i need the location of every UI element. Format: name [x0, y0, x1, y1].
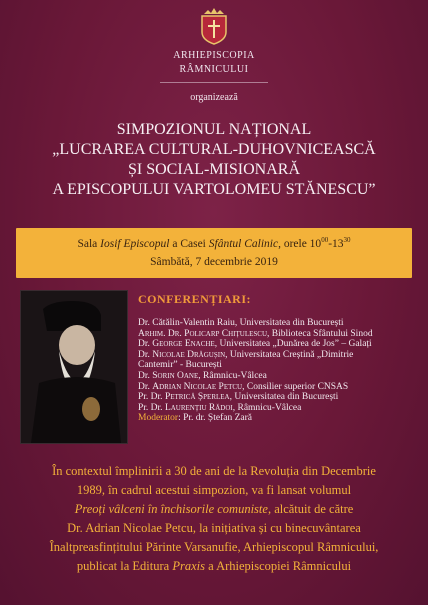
- title-line4: A EPISCOPULUI VARTOLOMEU STĂNESCU”: [52, 181, 376, 198]
- speaker-item: Dr. Nicolae Drăgușin, Universitatea Creștină „Dimitrie: [138, 349, 354, 360]
- closing-line6: publicat la Editura Praxis a Arhiepiscopiei Râmnicului: [76, 559, 352, 573]
- publisher: Praxis: [172, 559, 205, 573]
- divider: [160, 82, 268, 83]
- closing-line5: Înaltpreasfințitului Părinte Varsanufie, Arhiepiscopul Râmnicului,: [49, 540, 379, 554]
- closing-line1: În contextul împlinirii a 30 de ani de la Revoluția din Decembrie: [52, 464, 376, 478]
- moderator: Moderator: Pr. dr. Ștefan Zară: [138, 413, 252, 424]
- speaker-item: Dr. Cătălin-Valentin Raiu, Universitatea din București: [138, 318, 344, 328]
- organizes-label: organizează: [190, 92, 238, 103]
- speaker-item: Dr. Sorin Oane, Râmnicu-Vâlcea: [138, 370, 267, 381]
- book-title: Preoți vâlceni în închisorile comuniste: [74, 502, 268, 516]
- book-launch-announcement: [6, 462, 422, 576]
- speaker-item: Arhim. Dr. Policarp Chițulescu, Biblioteca Sfântului Sinod: [138, 328, 373, 339]
- venue-line: Sala Iosif Episcopul a Casei Sfântul Calinic, orele $10^{00}-13^{30}$: [77, 236, 351, 250]
- closing-line2: 1989, în cadrul acestui simpozion, va fi lansat volumul: [76, 483, 352, 497]
- title-line3: ȘI SOCIAL-MISIONARĂ: [127, 161, 300, 178]
- title-line1: SIMPOZIONUL NAȚIONAL: [116, 121, 312, 138]
- event-title: [10, 120, 418, 200]
- event-date: Sâmbătă, 7 decembrie 2019: [150, 256, 278, 268]
- org-name-line1: ARHIEPISCOPIA: [173, 50, 255, 61]
- speakers-heading: CONFERENȚIARI:: [138, 292, 252, 306]
- closing-line3: Preoți vâlceni în închisorile comuniste, alcătuit de către: [74, 502, 354, 516]
- bishop-portrait: [20, 290, 128, 444]
- speaker-item: Pr. Dr. Laurențiu Rădoi, Râmnicu-Vâlcea: [138, 402, 302, 413]
- speaker-item: Dr. Adrian Nicolae Petcu, Consilier superior CNSAS: [138, 381, 349, 392]
- speaker-item: Dr. George Enache, Universitatea „Dunărea de Jos” – Galați: [138, 339, 372, 350]
- speaker-item: Pr. Dr. Petrică Șperlea, Universitatea din București: [138, 392, 339, 403]
- archdiocese-crest-icon: [198, 6, 230, 46]
- speakers-list: [138, 318, 423, 424]
- org-name-line2: RÂMNICULUI: [179, 64, 249, 75]
- speaker-item: Cantemir” - București: [138, 360, 222, 371]
- title-line2: „LUCRAREA CULTURAL-DUHOVNICEASCĂ: [52, 141, 376, 158]
- closing-line4: Dr. Adrian Nicolae Petcu, la inițiativa și cu binecuvântarea: [67, 521, 361, 535]
